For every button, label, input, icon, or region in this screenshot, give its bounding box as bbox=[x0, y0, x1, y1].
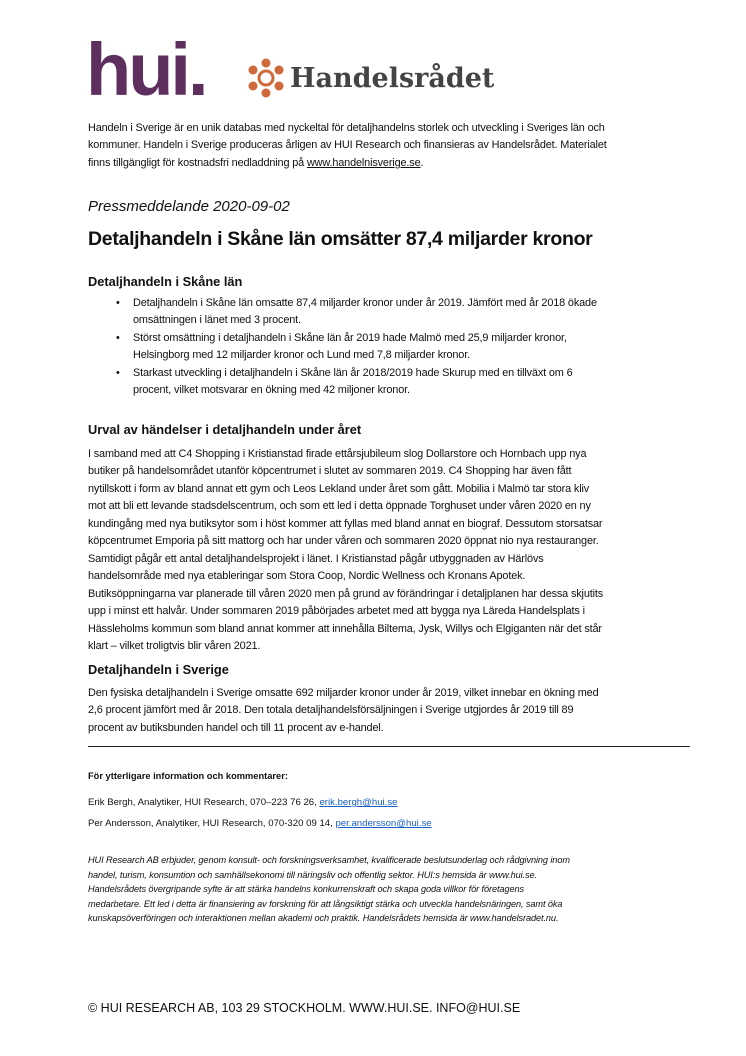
text-line: nytillskott i form av bland annat ett gym och Leos Lekland under året som gått. Mobilia i Malmö tar stora kliv bbox=[88, 482, 590, 495]
page-footer: © HUI RESEARCH AB, 103 29 STOCKHOLM. WWW.HUI.SE. INFO@HUI.SE bbox=[88, 1001, 521, 1015]
bullet-icon: • bbox=[116, 331, 120, 344]
text-line: handel, turism, konsumtion och samhällsekonomi till näringsliv och offentlig sektor. HUI:s hemsida är www.hui.se. bbox=[88, 869, 537, 880]
divider bbox=[88, 746, 690, 747]
bullet-item bbox=[88, 295, 597, 330]
text-line: kommuner. Handeln i Sverige produceras årligen av HUI Research och finansieras av Handelsrådet. Materialet bbox=[88, 139, 607, 152]
press-date: Pressmeddelande 2020-09-02 bbox=[88, 198, 290, 215]
text-line: Handeln i Sverige är en unik databas med nyckeltal för detaljhandelns storlek och utveckling i Sveriges län och bbox=[88, 122, 605, 134]
bullet-icon: • bbox=[116, 366, 120, 379]
section-heading: Urval av händelser i detaljhandeln under året bbox=[88, 422, 362, 437]
text: . bbox=[420, 156, 424, 169]
paragraph bbox=[88, 551, 603, 655]
email-link[interactable]: erik.bergh@hui.se bbox=[319, 797, 398, 808]
text-line: I samband med att C4 Shopping i Kristianstad firade ettårsjubileum slog Dollarstore och Hornbach upp nya bbox=[88, 448, 587, 460]
text-line: kunskapsöverföringen och interaktionen mellan akademi och praktik. Handelsrådets hemsida är www.handelsradet.nu. bbox=[88, 913, 559, 924]
text-line: Den fysiska detaljhandeln i Sverige omsatte 692 miljarder kronor under år 2019, vilket innebar en ökning med bbox=[88, 687, 599, 699]
text-line: Handelsrådets övergripande syfte är att stärka handelns konkurrenskraft och skapa goda villkor för företagens bbox=[88, 884, 524, 895]
about-text bbox=[88, 853, 570, 926]
text-line bbox=[88, 155, 607, 172]
text-line: procent, vilket motsvarar en ökning med 42 miljoner kronor. bbox=[133, 384, 410, 397]
bullet-icon: • bbox=[116, 297, 120, 309]
handelsradet-wordmark: Handelsrådet bbox=[290, 62, 495, 94]
text-line: Butiksöppningarna var planerade till våren 2020 men på grund av förändringar i detaljplanen har dessa skjutits bbox=[88, 587, 604, 600]
text-line: Samtidigt pågår ett antal detaljhandelsprojekt i länet. I Kristianstad pågår utbyggnaden av Härlövs bbox=[88, 553, 544, 565]
text-line: butiker på handelsområdet utanför köpcentrumet i slutet av sommaren 2019. C4 Shopping har även fått bbox=[88, 465, 572, 478]
text-line: 2,6 procent jämfört med år 2018. Den totala detaljhandelsförsäljningen i Sverige utgjordes år 2019 till 89 bbox=[88, 704, 574, 717]
text-line: Hässleholms kommun som bland annat kommer att innehålla Biltema, Jysk, Willys och Elgiganten när det står bbox=[88, 622, 602, 635]
bullet-item bbox=[88, 365, 597, 400]
contact-line bbox=[88, 797, 397, 808]
contact-text: Erik Bergh, Analytiker, HUI Research, 070–223 76 26, bbox=[88, 797, 320, 808]
text-line: kundingång med nya butiksytor som i höst kommer att fyllas med bland annat en biograf. Dessutom storsatsar bbox=[88, 517, 603, 530]
text-line: procent av butiksbunden handel och till 11 procent av e-handel. bbox=[88, 721, 384, 734]
section-heading: Detaljhandeln i Sverige bbox=[88, 662, 229, 677]
page-title: Detaljhandeln i Skåne län omsätter 87,4 miljarder kronor bbox=[88, 228, 593, 250]
text-line: upp i minst ett halvår. Under sommaren 2019 påbörjades arbetet med att bygga nya Läreda Handelsplats i bbox=[88, 605, 585, 618]
bullet-list bbox=[88, 295, 597, 399]
bullet-item bbox=[88, 330, 597, 365]
hui-logo: hui. bbox=[86, 28, 206, 111]
text-line: klart – vilket troligtvis blir våren 2021. bbox=[88, 640, 261, 653]
text-line: omsättningen i länet med 3 procent. bbox=[133, 314, 301, 327]
contacts-heading: För ytterligare information och kommentarer: bbox=[88, 771, 288, 781]
paragraph bbox=[88, 446, 602, 550]
intro-text bbox=[88, 120, 607, 172]
text-line: Helsingborg med 12 miljarder kronor och Lund med 7,8 miljarder kronor. bbox=[133, 349, 470, 362]
text-line: medarbetare. Ett led i detta är finansiering av forskning för att långsiktigt stärka och utveckla handelsnäringen, samt öka bbox=[88, 898, 563, 909]
text-line: handelsområde med nya etableringar som Stora Coop, Nordic Wellness och Kronans Apotek. bbox=[88, 570, 526, 583]
text-line: köpcentrumet Emporia på sitt mattorg och har under våren och sommaren 2020 öppnat nio nya restauranger. bbox=[88, 535, 599, 548]
text-line: mot att bli ett levande stadsdelscentrum, och som ett led i detta öppnade Torghuset under våren 2020 en ny bbox=[88, 500, 591, 513]
email-link[interactable]: per.andersson@hui.se bbox=[335, 818, 432, 829]
handelsradet-flower-icon bbox=[246, 58, 286, 98]
text-line: Störst omsättning i detaljhandeln i Skåne län år 2019 hade Malmö med 25,9 miljarder kronor, bbox=[133, 331, 567, 344]
text-line: HUI Research AB erbjuder, genom konsult- och forskningsverksamhet, kvalificerade beslutsunderlag och rådgivning inom bbox=[88, 855, 570, 865]
paragraph bbox=[88, 685, 598, 737]
text-line: Detaljhandeln i Skåne län omsatte 87,4 miljarder kronor under år 2019. Jämfört med år 2018 ökade bbox=[133, 297, 597, 309]
text: finns tillgängligt för kostnadsfri nedladdning på bbox=[88, 156, 307, 169]
handelnisverige-link[interactable]: www.handelnisverige.se bbox=[306, 156, 421, 169]
text-line: Starkast utveckling i detaljhandeln i Skåne län år 2018/2019 hade Skurup med en tillväxt om 6 bbox=[133, 366, 573, 379]
section-heading: Detaljhandeln i Skåne län bbox=[88, 274, 243, 289]
contact-line bbox=[88, 818, 432, 829]
handelsradet-logo bbox=[246, 58, 494, 98]
contact-text: Per Andersson, Analytiker, HUI Research, 070-320 09 14, bbox=[88, 818, 336, 829]
